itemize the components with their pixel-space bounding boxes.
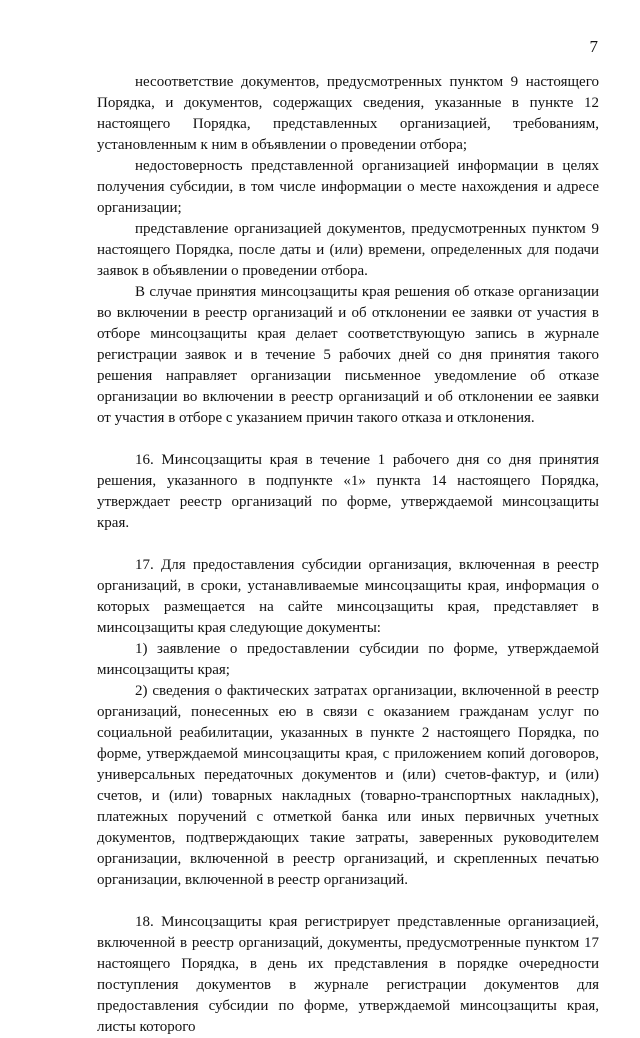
paragraph-17: 17. Для предоставления субсидии организация, включенная в реестр организаций, в сроки, устанавливаемые минсоцзащиты края, информация о которых размещается на сайте минсоцзащиты края, представляет в минсоцзащиты края следующие документы: <box>97 557 599 636</box>
paragraph-late-submission: представление организацией документов, предусмотренных пунктом 9 настоящего Порядка, после даты и (или) времени, определенных для подачи заявок в объявлении о проведении отбора. <box>97 221 599 279</box>
paragraph-18: 18. Минсоцзащиты края регистрирует представленные организацией, включенной в реестр организаций, документы, предусмотренные пунктом 17 настоящего Порядка, в день их представления в порядке очередности поступления документов в журнале регистрации документов для предоставления субсидии по форме, утверждаемой минсоцзащиты края, листы которого <box>97 914 599 1035</box>
paragraph-noncompliance: несоответствие документов, предусмотренных пунктом 9 настоящего Порядка, и документов, содержащих сведения, указанные в пункте 12 настоящего Порядка, представленных организацией, требованиям, установленным к ним в объявлении о проведении отбора; <box>97 74 599 153</box>
paragraph-unreliable-info: недостоверность представленной организацией информации в целях получения субсидии, в том числе информации о месте нахождения и адресе организации; <box>97 158 599 216</box>
paragraph-refusal-notice: В случае принятия минсоцзащиты края решения об отказе организации во включении в реестр организаций и об отклонении ее заявки от участия в отборе минсоцзащиты края делает соответствующую запись в журнале регистрации заявок и в течение 5 рабочих дней со дня принятия такого решения направляет организации письменное уведомление об отказе организации во включении в реестр организаций и об отклонении ее заявки от участия в отборе с указанием причин такого отказа и отклонения. <box>97 284 599 426</box>
page-number: 7 <box>589 37 598 56</box>
paragraph-17-item-1: 1) заявление о предоставлении субсидии по форме, утверждаемой минсоцзащиты края; <box>97 641 599 678</box>
paragraph-16: 16. Минсоцзащиты края в течение 1 рабочего дня со дня принятия решения, указанного в подпункте «1» пункта 14 настоящего Порядка, утверждает реестр организаций по форме, утверждаемой минсоцзащиты края. <box>97 452 599 531</box>
document-body <box>97 72 599 1038</box>
paragraph-17-item-2: 2) сведения о фактических затратах организации, включенной в реестр организаций, понесенных ею в связи с оказанием гражданам услуг по социальной реабилитации, указанных в пункте 2 настоящего Порядка, по форме, утверждаемой минсоцзащиты края, с приложением копий договоров, универсальных передаточных документов и (или) счетов-фактур, и (или) счетов, и (или) товарных накладных (товарно-транспортных накладных), платежных поручений с отметкой банка или иных первичных учетных документов, подтверждающих такие затраты, заверенных руководителем организации, включенной в реестр организаций, и скрепленных печатью организации, включенной в реестр организаций. <box>97 683 599 888</box>
